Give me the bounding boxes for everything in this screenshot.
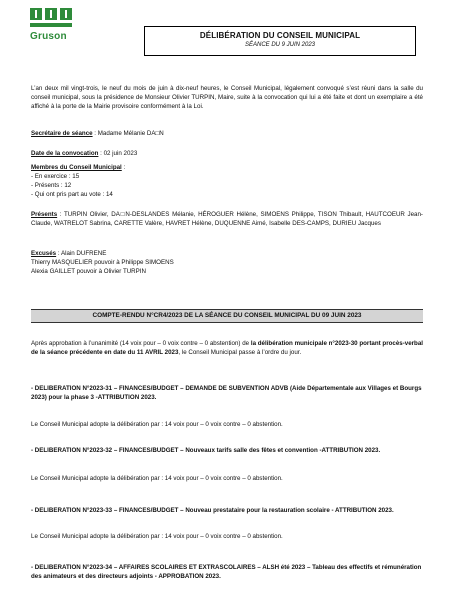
members-label: Membres du Conseil Municipal bbox=[31, 164, 122, 171]
secretary-line bbox=[31, 129, 423, 138]
convocation-line bbox=[31, 149, 423, 158]
proxy-line: Thierry MASQUELIER pouvoir à Philippe SIMOENS bbox=[31, 259, 174, 266]
document-title: DÉLIBÉRATION DU CONSEIL MUNICIPAL bbox=[199, 31, 361, 40]
presents-value: : TURPIN Olivier, DA□N-DESLANDES Mélanie, HÉROGUER Hélène, SIMOENS Philippe, TISON Thibault, HAUTCOEUR Jean-Claude, WATRELOT Sabrina, CARETTE Valère, HAVRET Hélène, DUQUENNE Aimé, Isabelle DES-CAMPS, DURIEU Jacques bbox=[31, 211, 423, 227]
convocation-value: : 02 juin 2023 bbox=[98, 150, 138, 157]
deliberation-title: - DELIBERATION N°2023-31 – FINANCES/BUDGET – DEMANDE DE SUBVENTION ADVB (Aide Départementale aux Villages et Bourgs 2023) pour la phase 3 -ATTRIBUTION 2023. bbox=[31, 385, 422, 401]
proxy-line: Alexia GAILLET pouvoir à Olivier TURPIN bbox=[31, 268, 146, 275]
convocation-label: Date de la convocation bbox=[31, 150, 99, 157]
presents-block bbox=[31, 210, 423, 228]
deliberation-vote: Le Conseil Municipal adopte la délibération par : 14 voix pour – 0 voix contre – 0 abstention. bbox=[31, 533, 283, 540]
session-subtitle: SÉANCE DU 9 JUIN 2023 bbox=[244, 42, 316, 48]
members-in-office: - En exercice : 15 bbox=[31, 173, 80, 180]
secretary-label: Secrétaire de séance bbox=[31, 130, 93, 137]
logo-name: Gruson bbox=[30, 31, 67, 42]
deliberation-vote: Le Conseil Municipal adopte la délibération par : 14 voix pour – 0 voix contre – 0 abstention. bbox=[31, 421, 283, 428]
members-block: Membres du Conseil Municipal : - En exercice : 15 - Présents : 12 - Qui ont pris part au vote : 14 bbox=[31, 163, 423, 199]
deliberation-title: - DELIBERATION N°2023-34 – AFFAIRES SCOLAIRES ET EXTRASCOLAIRES – ALSH été 2023 – Tableau des effectifs et rémunération des animateurs et des directeurs adjoints - APPROBATION 2023. bbox=[31, 564, 422, 580]
gruson-logo bbox=[30, 8, 78, 58]
compte-rendu-banner: COMPTE-RENDU N°CR4/2023 DE LA SÉANCE DU CONSEIL MUNICIPAL DU 09 JUIN 2023 bbox=[31, 309, 423, 323]
presents-label: Présents bbox=[31, 211, 58, 218]
excuses-label: Excusés bbox=[31, 250, 57, 257]
deliberation-vote: Le Conseil Municipal adopte la délibération par : 14 voix pour – 0 voix contre – 0 abstention. bbox=[31, 475, 283, 482]
excuses-block bbox=[31, 249, 423, 276]
logo-tiles-icon bbox=[30, 8, 78, 20]
members-voting: - Qui ont pris part au vote : 14 bbox=[31, 191, 113, 198]
secretary-value: : Madame Mélanie DA□N bbox=[92, 130, 164, 137]
intro-paragraph: L’an deux mil vingt-trois, le neuf du mois de juin à dix-neuf heures, le Conseil Municipal, légalement convoqué s’est réuni dans la salle du conseil municipal, sous la présidence de Monsieur Olivier TURPIN, Maire, suite à la convocation qui lui a été faite et dont un exemplaire a été affiché à la porte de la Mairie provisoire conformément à la Loi. bbox=[31, 85, 423, 110]
excuses-value: : Alain DUFRENE bbox=[56, 250, 107, 257]
members-present: - Présents : 12 bbox=[31, 182, 72, 189]
approval-paragraph: Après approbation à l’unanimité (14 voix pour – 0 voix contre – 0 abstention) de la délibération municipale n°2023-30 portant procès-verbal de la séance précédente en date du 11 AVRIL 2023, le Conseil Municipal passe à l’ordre du jour. bbox=[31, 340, 423, 356]
deliberation-title: - DELIBERATION N°2023-33 – FINANCES/BUDGET – Nouveau prestataire pour la restauration scolaire - ATTRIBUTION 2023. bbox=[31, 507, 394, 514]
deliberation-title: - DELIBERATION N°2023-32 – FINANCES/BUDGET – Nouveaux tarifs salle des fêtes et convention -ATTRIBUTION 2023. bbox=[31, 447, 381, 454]
header-box bbox=[144, 26, 416, 56]
